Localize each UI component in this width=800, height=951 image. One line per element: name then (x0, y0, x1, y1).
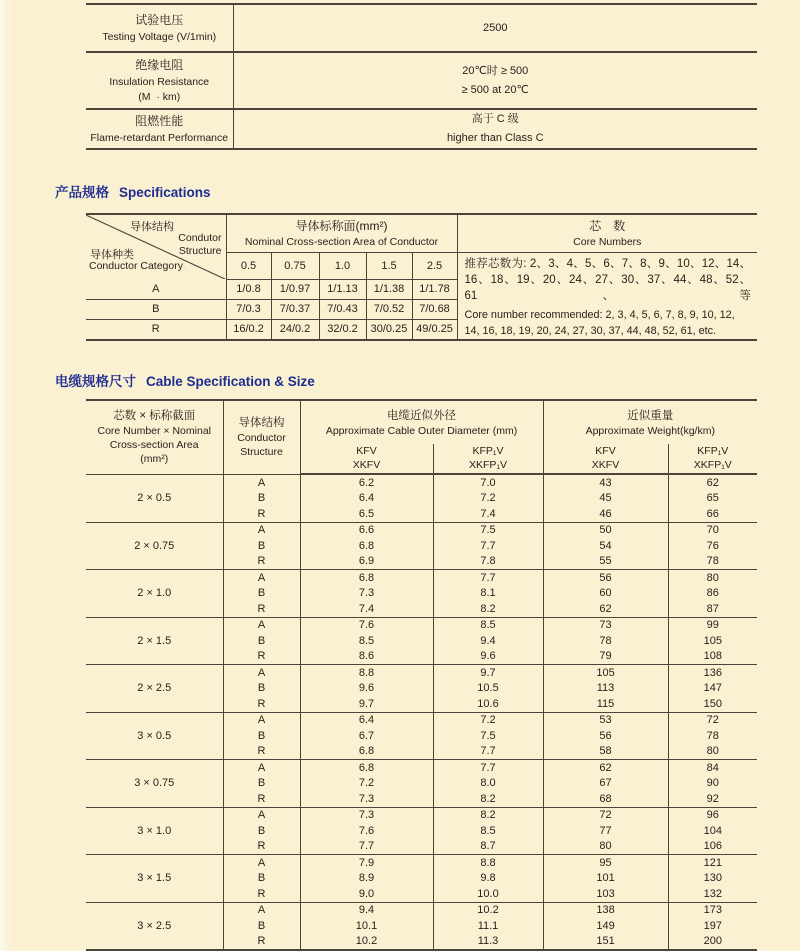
value-cell: 70 (668, 522, 757, 538)
property-value-zh: 20℃时 ≥ 500 (462, 64, 529, 77)
structure-cell: B (223, 538, 300, 554)
structure-value-cell: 32/0.2 (319, 319, 366, 340)
core-size-cell: 3 × 0.75 (86, 760, 223, 808)
structure-value-cell: 1/1.38 (366, 279, 412, 299)
value-cell: 9.6 (300, 681, 433, 697)
cable-type-label: XKFV (591, 458, 620, 471)
heading-en: Cable Specification & Size (146, 374, 315, 389)
structure-cell: A (223, 855, 300, 871)
structure-cell: B (223, 633, 300, 649)
value-cell: 78 (668, 554, 757, 570)
value-cell: 10.2 (300, 934, 433, 951)
value-cell: 7.2 (433, 491, 543, 507)
value-cell: 6.9 (300, 554, 433, 570)
specifications-heading (55, 181, 800, 201)
cable-type-label: XKFP₁V (469, 458, 507, 471)
value-cell: 90 (668, 776, 757, 792)
value-cell: 8.8 (433, 855, 543, 871)
structure-value-cell: 49/0.25 (412, 319, 457, 340)
value-cell: 151 (543, 934, 668, 951)
value-cell: 10.0 (433, 886, 543, 902)
table-row (86, 760, 757, 776)
property-label-en: Flame-retardant Performance (90, 132, 229, 144)
table-row (86, 665, 757, 681)
value-cell: 8.6 (300, 649, 433, 665)
value-cell: 11.1 (433, 918, 543, 934)
value-cell: 8.2 (433, 601, 543, 617)
cable-type-label: KFP₁V (472, 445, 504, 457)
property-value-cell (233, 109, 757, 149)
recommendation-en: Core number recommended: 2, 3, 4, 5, 6, 7, 8, 9, 10, 12, 14, 16, 18, 19, 20, 24, 27, 30, 37, 44, 48, 52, 61, etc. (464, 309, 735, 337)
heading-zh: 产品规格 (55, 185, 109, 200)
value-cell: 92 (668, 791, 757, 807)
core-size-cell: 2 × 2.5 (86, 665, 223, 713)
value-cell: 10.6 (433, 696, 543, 712)
value-cell: 130 (668, 871, 757, 887)
value-cell: 136 (668, 665, 757, 681)
cable-type-header-cell (300, 444, 433, 474)
value-cell: 149 (543, 918, 668, 934)
value-cell: 62 (543, 760, 668, 776)
value-cell: 150 (668, 696, 757, 712)
conductor-structure-header-cell (223, 400, 300, 474)
category-cell: A (86, 279, 226, 299)
value-cell: 8.2 (433, 791, 543, 807)
core-numbers-recommendation-cell (457, 253, 757, 341)
value-cell: 62 (543, 601, 668, 617)
value-cell: 7.7 (433, 760, 543, 776)
property-label-zh: 阻燃性能 (135, 114, 184, 128)
table-row (86, 902, 757, 918)
value-cell: 8.8 (300, 665, 433, 681)
value-cell: 7.2 (300, 776, 433, 792)
value-cell: 6.8 (300, 570, 433, 586)
value-cell: 56 (543, 728, 668, 744)
property-value-cell (233, 52, 757, 109)
core-size-cell: 3 × 0.5 (86, 712, 223, 760)
value-cell: 99 (668, 617, 757, 633)
value-cell: 55 (543, 554, 668, 570)
diameter-header-zh: 电缆近似外径 (387, 409, 456, 422)
conductor-structure-header-en2: Structure (240, 446, 283, 459)
size-header-cell: 0.75 (271, 253, 319, 280)
table-row (86, 807, 757, 823)
structure-value-cell: 30/0.25 (366, 319, 412, 340)
corner-structure-zh: 导体结构 (130, 221, 174, 233)
core-size-cell: 2 × 0.75 (86, 522, 223, 570)
weight-header-en: Approximate Weight(kg/km) (585, 424, 715, 437)
value-cell: 78 (668, 728, 757, 744)
corner-structure-en2: Structure (178, 245, 222, 257)
value-cell: 7.5 (433, 728, 543, 744)
core-numbers-header-zh: 芯 数 (589, 219, 626, 233)
value-cell: 80 (668, 570, 757, 586)
table-row (86, 214, 757, 253)
structure-cell: B (223, 918, 300, 934)
structure-value-cell: 1/1.13 (319, 279, 366, 299)
structure-cell: B (223, 776, 300, 792)
table-row (86, 712, 757, 728)
structure-cell: B (223, 871, 300, 887)
structure-cell: R (223, 839, 300, 855)
value-cell: 197 (668, 918, 757, 934)
structure-value-cell: 24/0.2 (271, 319, 319, 340)
structure-cell: A (223, 760, 300, 776)
value-cell: 45 (543, 491, 668, 507)
structure-cell: A (223, 807, 300, 823)
value-cell: 105 (543, 665, 668, 681)
conductor-structure-table (86, 213, 757, 341)
cable-size-table (86, 399, 757, 951)
structure-cell: A (223, 570, 300, 586)
heading-en: Specifications (119, 185, 211, 200)
value-cell: 8.0 (433, 776, 543, 792)
value-cell: 104 (668, 823, 757, 839)
corner-category-en: Conductor Category (89, 260, 183, 272)
value-cell: 96 (668, 807, 757, 823)
value-cell: 79 (543, 649, 668, 665)
value-cell: 86 (668, 586, 757, 602)
structure-value-cell: 7/0.3 (226, 299, 271, 319)
core-size-header-en2: Cross-section Area (109, 439, 199, 452)
value-cell: 9.0 (300, 886, 433, 902)
core-size-cell: 3 × 2.5 (86, 902, 223, 950)
value-cell: 67 (543, 776, 668, 792)
diameter-header-en: Approximate Cable Outer Diameter (mm) (325, 424, 518, 437)
value-cell: 7.6 (300, 617, 433, 633)
heading-zh: 电缆规格尺寸 (55, 374, 136, 389)
value-cell: 58 (543, 744, 668, 760)
value-cell: 9.4 (300, 902, 433, 918)
structure-cell: B (223, 586, 300, 602)
cable-specification-heading (55, 370, 800, 390)
weight-header-zh: 近似重量 (627, 409, 674, 422)
value-cell: 10.1 (300, 918, 433, 934)
value-cell: 7.7 (433, 538, 543, 554)
value-cell: 101 (543, 871, 668, 887)
electrical-properties-table (86, 3, 757, 150)
value-cell: 147 (668, 681, 757, 697)
table-row (86, 400, 757, 444)
core-size-cell: 3 × 1.0 (86, 807, 223, 855)
structure-cell: A (223, 474, 300, 491)
diameter-group-header-cell (300, 400, 543, 444)
cable-type-label: XKFV (352, 458, 381, 471)
value-cell: 7.2 (433, 712, 543, 728)
value-cell: 6.4 (300, 491, 433, 507)
value-cell: 115 (543, 696, 668, 712)
value-cell: 7.6 (300, 823, 433, 839)
value-cell: 9.7 (433, 665, 543, 681)
structure-value-cell: 1/1.78 (412, 279, 457, 299)
value-cell: 9.8 (433, 871, 543, 887)
structure-value-cell: 16/0.2 (226, 319, 271, 340)
value-cell: 9.6 (433, 649, 543, 665)
value-cell: 7.9 (300, 855, 433, 871)
value-cell: 9.7 (300, 696, 433, 712)
value-cell: 106 (668, 839, 757, 855)
core-size-header-zh: 芯数 × 标称截面 (113, 410, 196, 423)
cross-section-header-cell (226, 214, 457, 253)
structure-cell: R (223, 886, 300, 902)
value-cell: 121 (668, 855, 757, 871)
value-cell: 108 (668, 649, 757, 665)
size-header-cell: 0.5 (226, 253, 271, 280)
recommendation-zh: 推荐芯数为: 2、3、4、5、6、7、8、9、10、12、14、16、18、19、20、24、27、30、37、44、48、52、61、等 (464, 258, 752, 302)
cable-type-header-cell (668, 444, 757, 474)
core-size-cell: 2 × 1.0 (86, 570, 223, 618)
value-cell: 6.6 (300, 522, 433, 538)
value-cell: 6.8 (300, 760, 433, 776)
value-cell: 62 (668, 474, 757, 491)
value-cell: 46 (543, 506, 668, 522)
value-cell: 53 (543, 712, 668, 728)
value-cell: 200 (668, 934, 757, 951)
table-row (86, 617, 757, 633)
value-cell: 80 (543, 839, 668, 855)
property-label-zh: 试验电压 (135, 13, 184, 27)
structure-cell: B (223, 491, 300, 507)
value-cell: 6.7 (300, 728, 433, 744)
value-cell: 8.1 (433, 586, 543, 602)
category-cell: R (151, 323, 160, 336)
structure-value-cell: 7/0.52 (366, 299, 412, 319)
property-label-zh: 绝缘电阻 (135, 58, 184, 72)
value-cell: 8.9 (300, 871, 433, 887)
structure-cell: A (223, 522, 300, 538)
table-row (86, 522, 757, 538)
value-cell: 77 (543, 823, 668, 839)
structure-cell: R (223, 601, 300, 617)
property-label-en: Insulation Resistance (109, 76, 210, 88)
core-size-cell: 2 × 1.5 (86, 617, 223, 665)
conductor-structure-header-en1: Conductor (237, 432, 286, 445)
core-numbers-header-cell (457, 214, 757, 253)
core-size-cell: 3 × 1.5 (86, 855, 223, 903)
value-cell: 84 (668, 760, 757, 776)
structure-cell: A (223, 902, 300, 918)
structure-cell: R (223, 744, 300, 760)
table-row (86, 855, 757, 871)
value-cell: 43 (543, 474, 668, 491)
category-cell: B (86, 299, 226, 319)
corner-category-zh: 导体种类 (90, 249, 134, 261)
cross-section-header-en: Nominal Cross-section Area of Conductor (244, 236, 439, 248)
structure-value-cell: 1/0.97 (271, 279, 319, 299)
size-header-cell: 1.5 (366, 253, 412, 280)
value-cell: 113 (543, 681, 668, 697)
value-cell: 7.5 (433, 522, 543, 538)
cable-type-header-cell (433, 444, 543, 474)
cable-type-header-cell (543, 444, 668, 474)
value-cell: 6.5 (300, 506, 433, 522)
structure-value-cell: 7/0.68 (412, 299, 457, 319)
value-cell: 95 (543, 855, 668, 871)
structure-cell: A (223, 617, 300, 633)
value-cell: 9.4 (433, 633, 543, 649)
core-size-header-cell (86, 400, 223, 474)
value-cell: 132 (668, 886, 757, 902)
property-value-zh: 高于 C 级 (471, 113, 519, 125)
value-cell: 7.4 (433, 506, 543, 522)
structure-cell: R (223, 696, 300, 712)
value-cell: 7.3 (300, 586, 433, 602)
table-row (86, 109, 757, 149)
size-header-cell: 1.0 (319, 253, 366, 280)
structure-cell: A (223, 665, 300, 681)
cable-type-label: KFV (356, 445, 377, 457)
value-cell: 54 (543, 538, 668, 554)
structure-cell: R (223, 791, 300, 807)
value-cell: 72 (668, 712, 757, 728)
structure-cell: R (223, 506, 300, 522)
size-header-cell: 2.5 (412, 253, 457, 280)
value-cell: 8.5 (433, 617, 543, 633)
value-cell: 6.8 (300, 538, 433, 554)
property-label-unit: (M · km) (138, 91, 181, 103)
table-row (86, 570, 757, 586)
value-cell: 7.0 (433, 474, 543, 491)
structure-value-cell: 1/0.8 (226, 279, 271, 299)
value-cell: 80 (668, 744, 757, 760)
table-row (86, 4, 757, 52)
value-cell: 72 (543, 807, 668, 823)
value-cell: 6.8 (300, 744, 433, 760)
value-cell: 8.5 (433, 823, 543, 839)
value-cell: 50 (543, 522, 668, 538)
core-size-header-en1: Core Number × Nominal (97, 425, 211, 438)
property-value-cell (233, 4, 757, 52)
corner-header-cell (86, 214, 226, 279)
value-cell: 56 (543, 570, 668, 586)
value-cell: 7.7 (300, 839, 433, 855)
value-cell: 105 (668, 633, 757, 649)
property-value: 2500 (483, 21, 508, 34)
property-label-cell (86, 109, 233, 149)
structure-value-cell: 7/0.37 (271, 299, 319, 319)
value-cell: 76 (668, 538, 757, 554)
spec-sheet-page (0, 3, 800, 951)
value-cell: 6.2 (300, 474, 433, 491)
table-row (86, 474, 757, 491)
value-cell: 60 (543, 586, 668, 602)
core-size-header-unit: (mm²) (140, 453, 169, 466)
table-row (86, 52, 757, 109)
value-cell: 66 (668, 506, 757, 522)
structure-cell: R (223, 934, 300, 951)
value-cell: 6.4 (300, 712, 433, 728)
corner-structure-en1: Condutor (178, 232, 222, 244)
weight-group-header-cell (543, 400, 757, 444)
structure-cell: B (223, 681, 300, 697)
core-size-cell: 2 × 0.5 (86, 474, 223, 522)
value-cell: 8.7 (433, 839, 543, 855)
value-cell: 173 (668, 902, 757, 918)
property-label-en: Testing Voltage (V/1min) (102, 31, 217, 43)
value-cell: 103 (543, 886, 668, 902)
value-cell: 7.3 (300, 791, 433, 807)
property-label-cell (86, 52, 233, 109)
structure-cell: R (223, 649, 300, 665)
value-cell: 7.4 (300, 601, 433, 617)
conductor-structure-header-zh: 导体结构 (238, 417, 285, 430)
property-value-en: ≥ 500 at 20℃ (461, 83, 529, 96)
property-value-en: higher than Class C (446, 132, 544, 144)
value-cell: 7.7 (433, 570, 543, 586)
value-cell: 8.2 (433, 807, 543, 823)
value-cell: 8.5 (300, 633, 433, 649)
value-cell: 65 (668, 491, 757, 507)
cross-section-header-zh: 导体标称面(mm²) (295, 219, 388, 233)
structure-cell: R (223, 554, 300, 570)
core-numbers-header-en: Core Numbers (573, 236, 642, 248)
structure-cell: A (223, 712, 300, 728)
structure-cell: B (223, 823, 300, 839)
property-label-cell (86, 4, 233, 52)
value-cell: 78 (543, 633, 668, 649)
value-cell: 7.3 (300, 807, 433, 823)
structure-value-cell: 7/0.43 (319, 299, 366, 319)
cable-type-label: KFP₁V (697, 445, 729, 457)
cable-type-label: KFV (595, 445, 616, 457)
value-cell: 10.2 (433, 902, 543, 918)
value-cell: 7.8 (433, 554, 543, 570)
cable-type-label: XKFP₁V (693, 458, 732, 471)
value-cell: 87 (668, 601, 757, 617)
value-cell: 68 (543, 791, 668, 807)
value-cell: 10.5 (433, 681, 543, 697)
value-cell: 138 (543, 902, 668, 918)
value-cell: 7.7 (433, 744, 543, 760)
value-cell: 11.3 (433, 934, 543, 951)
structure-cell: B (223, 728, 300, 744)
value-cell: 73 (543, 617, 668, 633)
